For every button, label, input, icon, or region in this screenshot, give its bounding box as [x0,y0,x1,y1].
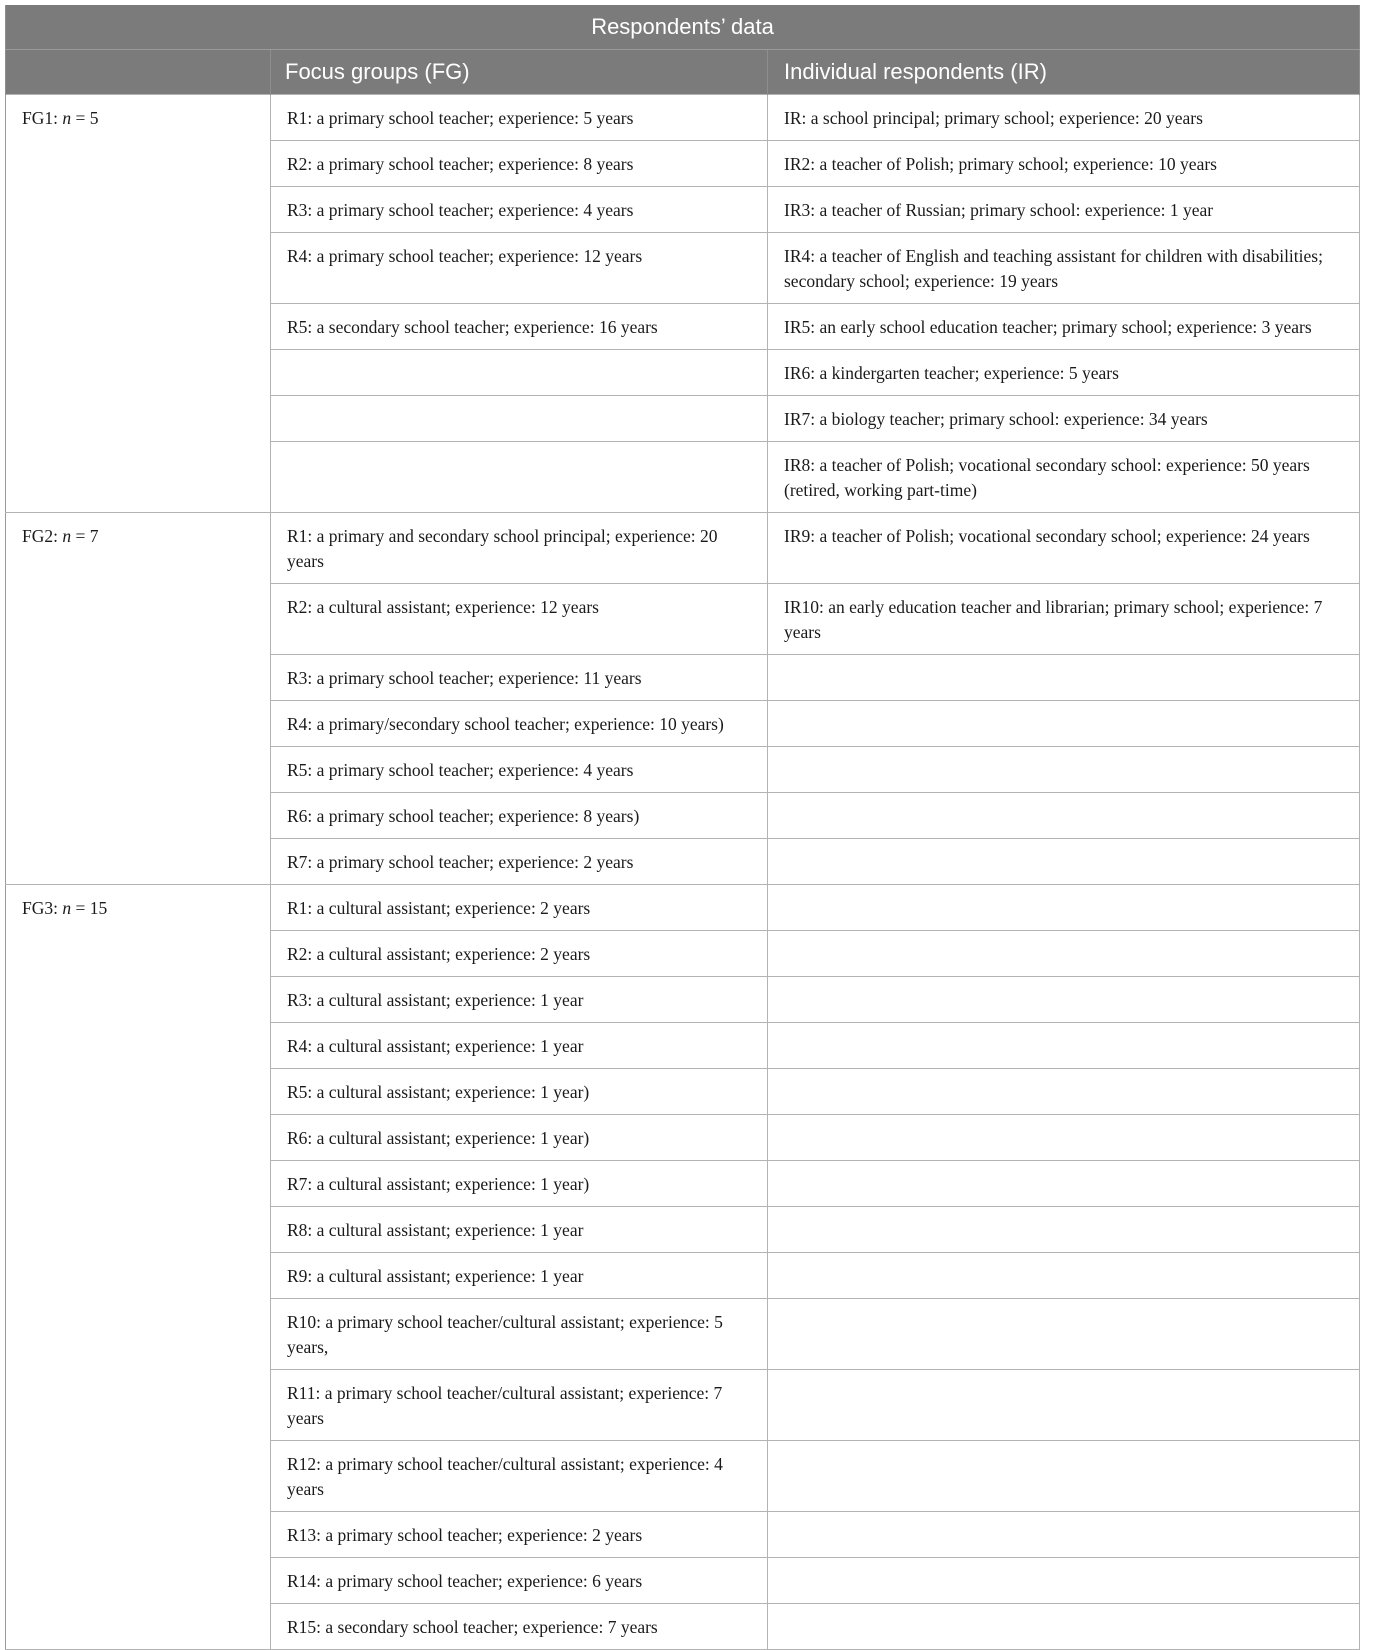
title-row [6,5,1360,50]
focus-group-respondent-cell [271,442,768,513]
table-row [6,885,1360,931]
focus-group-respondent-cell: R5: a primary school teacher; experience: 4 years [271,747,768,793]
header-focus-groups: Focus groups (FG) [271,50,768,95]
focus-group-respondent-cell: R7: a cultural assistant; experience: 1 year) [271,1161,768,1207]
focus-group-respondent-cell: R7: a primary school teacher; experience: 2 years [271,839,768,885]
individual-respondent-cell [768,1115,1360,1161]
individual-respondent-cell [768,1512,1360,1558]
header-group-blank [6,50,271,95]
focus-group-respondent-cell: R6: a primary school teacher; experience: 8 years) [271,793,768,839]
individual-respondent-cell: IR3: a teacher of Russian; primary school: experience: 1 year [768,187,1360,233]
group-n-variable: n [62,108,72,128]
individual-respondent-cell: IR8: a teacher of Polish; vocational secondary school: experience: 50 years (retired, working part-time) [768,442,1360,513]
individual-respondent-cell [768,931,1360,977]
individual-respondent-cell [768,701,1360,747]
focus-group-respondent-cell: R13: a primary school teacher; experience: 2 years [271,1512,768,1558]
individual-respondent-cell: IR4: a teacher of English and teaching assistant for children with disabilities; secondary school; experience: 19 years [768,233,1360,304]
individual-respondent-cell: IR10: an early education teacher and librarian; primary school; experience: 7 years [768,584,1360,655]
individual-respondent-cell: IR9: a teacher of Polish; vocational secondary school; experience: 24 years [768,513,1360,584]
focus-group-respondent-cell: R1: a primary school teacher; experience: 5 years [271,95,768,141]
header-individual-respondents: Individual respondents (IR) [768,50,1360,95]
focus-group-respondent-cell: R4: a cultural assistant; experience: 1 year [271,1023,768,1069]
focus-group-respondent-cell: R14: a primary school teacher; experience: 6 years [271,1558,768,1604]
focus-group-label [6,95,271,513]
focus-group-respondent-cell [271,350,768,396]
individual-respondent-cell [768,885,1360,931]
focus-group-respondent-cell: R12: a primary school teacher/cultural assistant; experience: 4 years [271,1441,768,1512]
focus-group-label [6,513,271,885]
individual-respondent-cell: IR5: an early school education teacher; primary school; experience: 3 years [768,304,1360,350]
focus-group-respondent-cell: R8: a cultural assistant; experience: 1 year [271,1207,768,1253]
individual-respondent-cell: IR: a school principal; primary school; experience: 20 years [768,95,1360,141]
individual-respondent-cell [768,655,1360,701]
individual-respondent-cell [768,1161,1360,1207]
individual-respondent-cell: IR7: a biology teacher; primary school: experience: 34 years [768,396,1360,442]
group-n-value: = 15 [71,898,108,918]
individual-respondent-cell [768,1370,1360,1441]
focus-group-respondent-cell: R2: a primary school teacher; experience: 8 years [271,141,768,187]
group-prefix: FG2: [22,526,63,546]
table-title: Respondents’ data [6,5,1360,50]
individual-respondent-cell: IR2: a teacher of Polish; primary school; experience: 10 years [768,141,1360,187]
individual-respondent-cell [768,1604,1360,1650]
focus-group-respondent-cell [271,396,768,442]
group-n-variable: n [62,526,72,546]
focus-group-respondent-cell: R11: a primary school teacher/cultural assistant; experience: 7 years [271,1370,768,1441]
table-row [6,513,1360,584]
focus-group-respondent-cell: R6: a cultural assistant; experience: 1 year) [271,1115,768,1161]
respondents-table [5,5,1360,1650]
focus-group-respondent-cell: R3: a primary school teacher; experience: 11 years [271,655,768,701]
group-prefix: FG3: [22,898,63,918]
group-prefix: FG1: [22,108,63,128]
table-body [6,95,1360,1650]
focus-group-respondent-cell: R10: a primary school teacher/cultural assistant; experience: 5 years, [271,1299,768,1370]
group-n-variable: n [62,898,72,918]
focus-group-respondent-cell: R5: a secondary school teacher; experience: 16 years [271,304,768,350]
individual-respondent-cell [768,1023,1360,1069]
focus-group-respondent-cell: R3: a primary school teacher; experience: 4 years [271,187,768,233]
individual-respondent-cell [768,1558,1360,1604]
individual-respondent-cell [768,1299,1360,1370]
individual-respondent-cell [768,1441,1360,1512]
individual-respondent-cell [768,839,1360,885]
table-row [6,95,1360,141]
individual-respondent-cell [768,1207,1360,1253]
group-n-value: = 7 [71,526,99,546]
individual-respondent-cell [768,793,1360,839]
focus-group-respondent-cell: R1: a cultural assistant; experience: 2 years [271,885,768,931]
group-n-value: = 5 [71,108,99,128]
focus-group-respondent-cell: R2: a cultural assistant; experience: 12 years [271,584,768,655]
individual-respondent-cell [768,1069,1360,1115]
focus-group-respondent-cell: R4: a primary school teacher; experience: 12 years [271,233,768,304]
focus-group-respondent-cell: R15: a secondary school teacher; experience: 7 years [271,1604,768,1650]
focus-group-respondent-cell: R2: a cultural assistant; experience: 2 years [271,931,768,977]
focus-group-respondent-cell: R4: a primary/secondary school teacher; experience: 10 years) [271,701,768,747]
individual-respondent-cell: IR6: a kindergarten teacher; experience: 5 years [768,350,1360,396]
individual-respondent-cell [768,747,1360,793]
individual-respondent-cell [768,977,1360,1023]
column-header-row [6,50,1360,95]
focus-group-respondent-cell: R1: a primary and secondary school principal; experience: 20 years [271,513,768,584]
focus-group-respondent-cell: R3: a cultural assistant; experience: 1 year [271,977,768,1023]
focus-group-label [6,885,271,1650]
focus-group-respondent-cell: R5: a cultural assistant; experience: 1 year) [271,1069,768,1115]
individual-respondent-cell [768,1253,1360,1299]
focus-group-respondent-cell: R9: a cultural assistant; experience: 1 year [271,1253,768,1299]
